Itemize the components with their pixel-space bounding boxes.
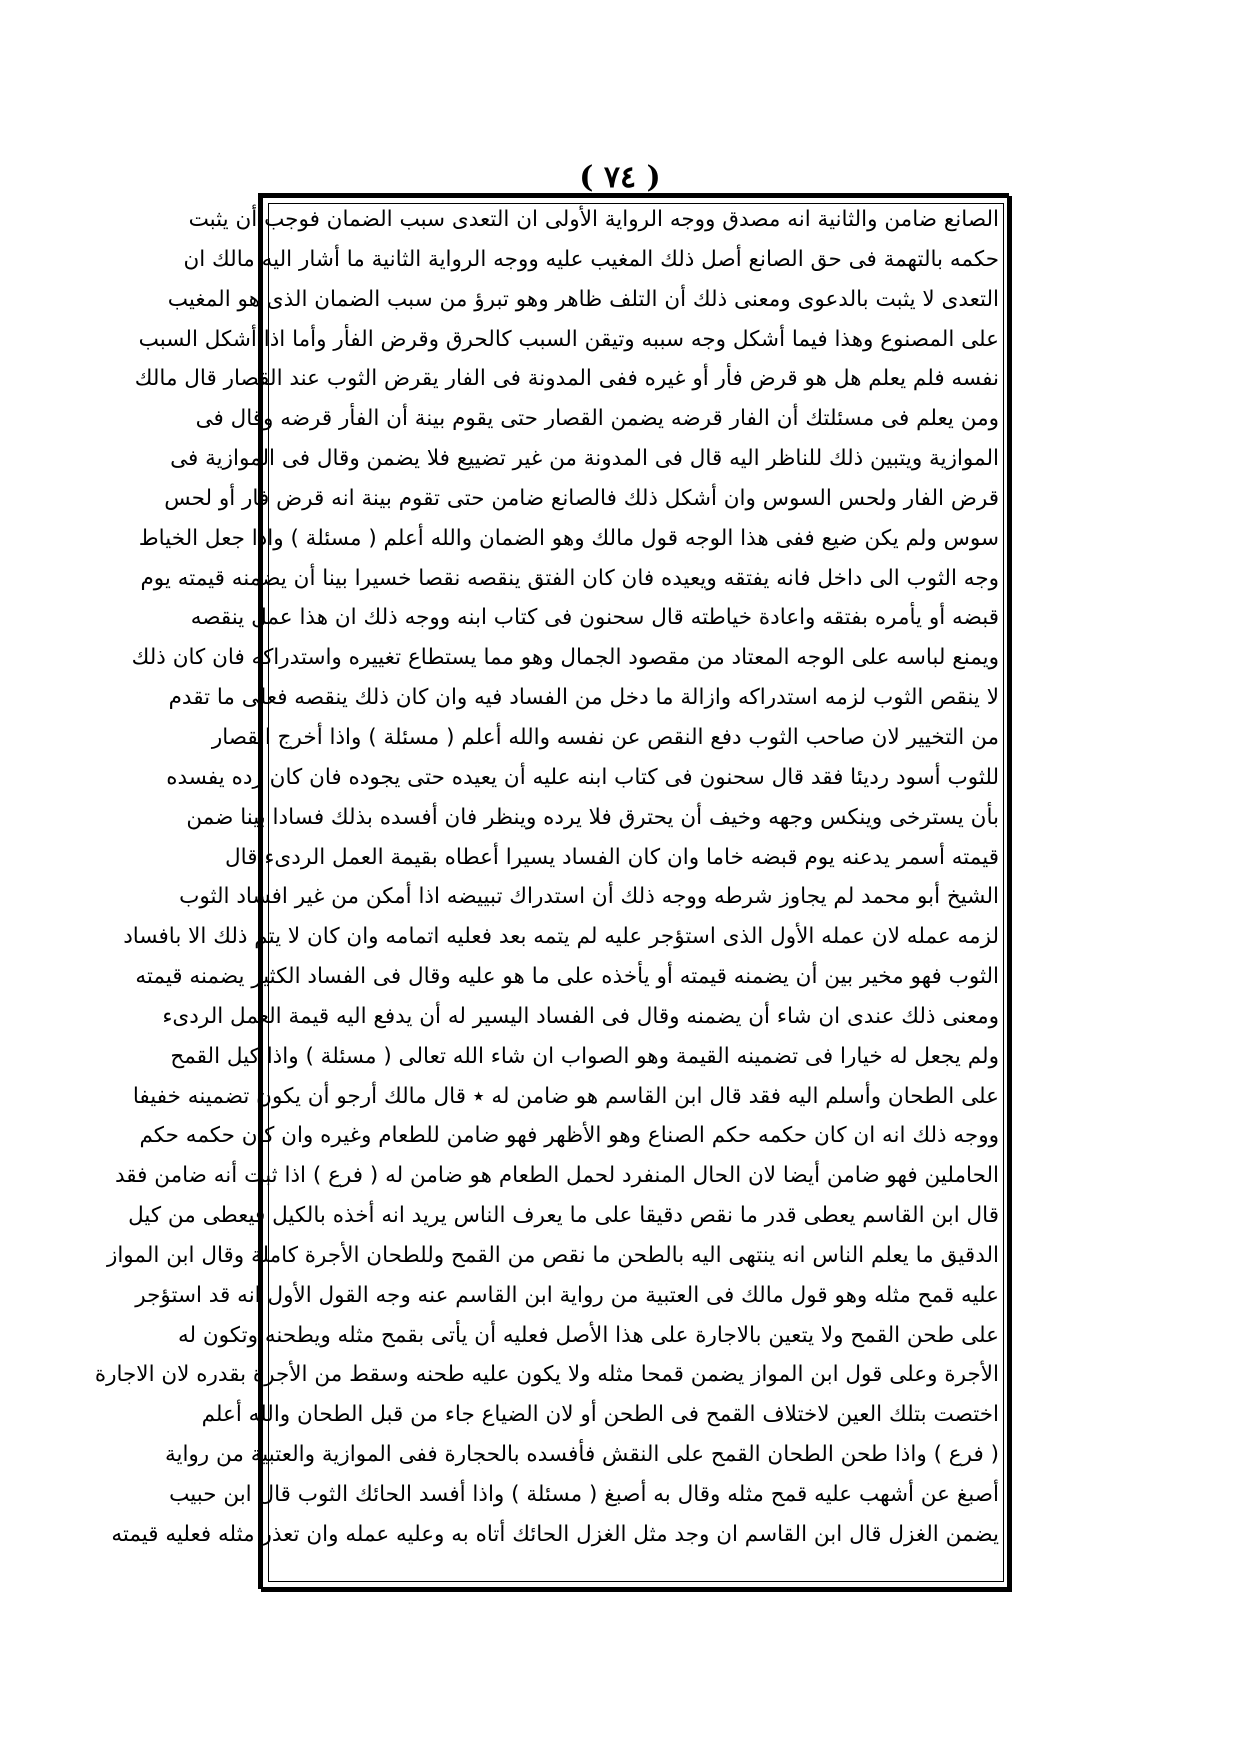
text-line: عليه قمح مثله وهو قول مالك فى العتبية من رواية ابن القاسم عنه وجه القول الأول انه قد استؤجر — [135, 1282, 999, 1308]
text-line: سوس ولم يكن ضيع ففى هذا الوجه قول مالك وهو الضمان والله أعلم ( مسئلة ) واذا جعل الخياط — [138, 525, 999, 551]
text-line: قيمته أسمر يدعنه يوم قبضه خاما وان كان الفساد يسيرا أعطاه بقيمة العمل الردىء قال — [225, 844, 999, 870]
text-line: الأجرة وعلى قول ابن المواز يضمن قمحا مثله ولا يكون عليه طحنه وسقط من الأجرة بقدره لان الاجارة — [94, 1362, 999, 1388]
text-line: الصانع ضامن والثانية انه مصدق ووجه الرواية الأولى ان التعدى سبب الضمان فوجب أن يثبت — [188, 207, 999, 232]
text-line: قبضه أو يأمره بفتقه واعادة خياطته قال سحنون فى كتاب ابنه ووجه ذلك ان هذا عمل ينقصه — [190, 605, 999, 631]
text-line: للثوب أسود رديئا فقد قال سحنون فى كتاب ابنه عليه أن يعيده حتى يجوده فان كان رده يفسده — [166, 764, 999, 790]
text-line: الحاملين فهو ضامن أيضا لان الحال المنفرد لحمل الطعام هو ضامن له ( فرع ) اذا ثبت أنه ضامن فقد — [114, 1163, 999, 1189]
text-line: لزمه عمله لان عمله الأول الذى استؤجر عليه لم يتمه بعد فعليه اتمامه وان كان لا يتم ذلك الا بافساد — [123, 924, 999, 950]
page-number: ( ٧٤ ) — [579, 160, 661, 195]
text-line: الشيخ أبو محمد لم يجاوز شرطه ووجه ذلك أن استدراك تبييضه اذا أمكن من غير افساد الثوب — [179, 884, 999, 910]
text-line: ومعنى ذلك عندى ان شاء أن يضمنه وقال فى الفساد اليسير له أن يدفع اليه قيمة العمل الردىء — [162, 1003, 999, 1029]
text-line: ( فرع ) واذا طحن الطحان القمح على النقش فأفسده بالحجارة ففى الموازية والعتبية من رواية — [164, 1442, 999, 1468]
text-line: نفسه فلم يعلم هل هو قرض فأر أو غيره ففى المدونة فى الفار يقرض الثوب عند القصار قال مالك — [134, 366, 999, 392]
text-line: اختصت بتلك العين لاختلاف القمح فى الطحن أو لان الضياع جاء من قبل الطحان والله أعلم — [201, 1402, 999, 1428]
text-line: التعدى لا يثبت بالدعوى ومعنى ذلك أن التلف ظاهر وهو تبرؤ من سبب الضمان الذى هو المغيب — [167, 286, 999, 312]
text-line: ولم يجعل له خيارا فى تضمينه القيمة وهو الصواب ان شاء الله تعالى ( مسئلة ) واذا كيل القمح — [170, 1043, 999, 1069]
text-line: من التخيير لان صاحب الثوب دفع النقص عن نفسه والله أعلم ( مسئلة ) واذا أخرج القصار — [211, 724, 999, 750]
text-line: الدقيق ما يعلم الناس انه ينتهى اليه بالطحن ما نقص من القمح وللطحان الأجرة كاملة وقال ابن المواز — [106, 1242, 999, 1268]
text-line: ومن يعلم فى مسئلتك أن الفار قرضه يضمن القصار حتى يقوم بينة أن الفأر قرضه وقال فى — [195, 406, 999, 432]
text-line: الثوب فهو مخير بين أن يضمنه قيمته أو يأخذه على ما هو عليه وقال فى الفساد الكثير يضمنه قيمته — [135, 964, 999, 990]
text-line: ووجه ذلك انه ان كان حكمه حكم الصناع وهو الأظهر فهو ضامن للطعام وغيره وان كان حكمه حكم — [139, 1123, 999, 1149]
text-line: لا ينقص الثوب لزمه استدراكه وازالة ما دخل من الفساد فيه وان كان ذلك ينقصه فعلى ما تقدم — [168, 685, 999, 711]
text-frame — [94, 193, 1009, 1589]
text-line: يضمن الغزل قال ابن القاسم ان وجد مثل الغزل الحائك أتاه به وعليه عمله وان تعذر مثله فعليه قيمته — [111, 1521, 999, 1547]
text-line: قال ابن القاسم يعطى قدر ما نقص دقيقا على ما يعرف الناس يريد انه أخذه بالكيل فيعطى من كيل — [128, 1203, 999, 1229]
text-line: على المصنوع وهذا فيما أشكل وجه سببه وتيقن السبب كالحرق وقرض الفأر وأما اذا أشكل السبب — [138, 326, 999, 352]
text-line: حكمه بالتهمة فى حق الصانع أصل ذلك المغيب عليه ووجه الرواية الثانية ما أشار اليه مالك ان — [183, 246, 999, 272]
text-line: الموازية ويتبين ذلك للناظر اليه قال فى المدونة من غير تضييع فلا يضمن وقال فى الموازية فى — [170, 446, 999, 472]
text-line: ويمنع لباسه على الوجه المعتاد من مقصود الجمال وهو مما يستطاع تغييره واستدراكه فان كان ذلك — [131, 645, 999, 671]
text-line: قرض الفار ولحس السوس وان أشكل ذلك فالصانع ضامن حتى تقوم بينة انه قرض فار أو لحس — [164, 485, 999, 511]
text-line: بأن يسترخى وينكس وجهه وخيف أن يحترق فلا يرده وينظر فان أفسده بذلك فسادا بينا ضمن — [186, 804, 999, 830]
text-line: وجه الثوب الى داخل فانه يفتقه ويعيده فان كان الفتق ينقصه نقصا خسيرا بينا أن يضمنه قيمته يوم — [140, 565, 999, 591]
text-line: أصبغ عن أشهب عليه قمح مثله وقال به أصبغ ( مسئلة ) واذا أفسد الحائك الثوب قال ابن حبيب — [169, 1482, 999, 1507]
body-text — [94, 200, 999, 1577]
text-line: على طحن القمح ولا يتعين بالاجارة على هذا الأصل فعليه أن يأتى بقمح مثله ويطحنه وتكون له — [177, 1322, 999, 1348]
text-line: على الطحان وأسلم اليه فقد قال ابن القاسم هو ضامن له ٭ قال مالك أرجو أن يكون تضمينه خفيفا — [132, 1083, 999, 1109]
